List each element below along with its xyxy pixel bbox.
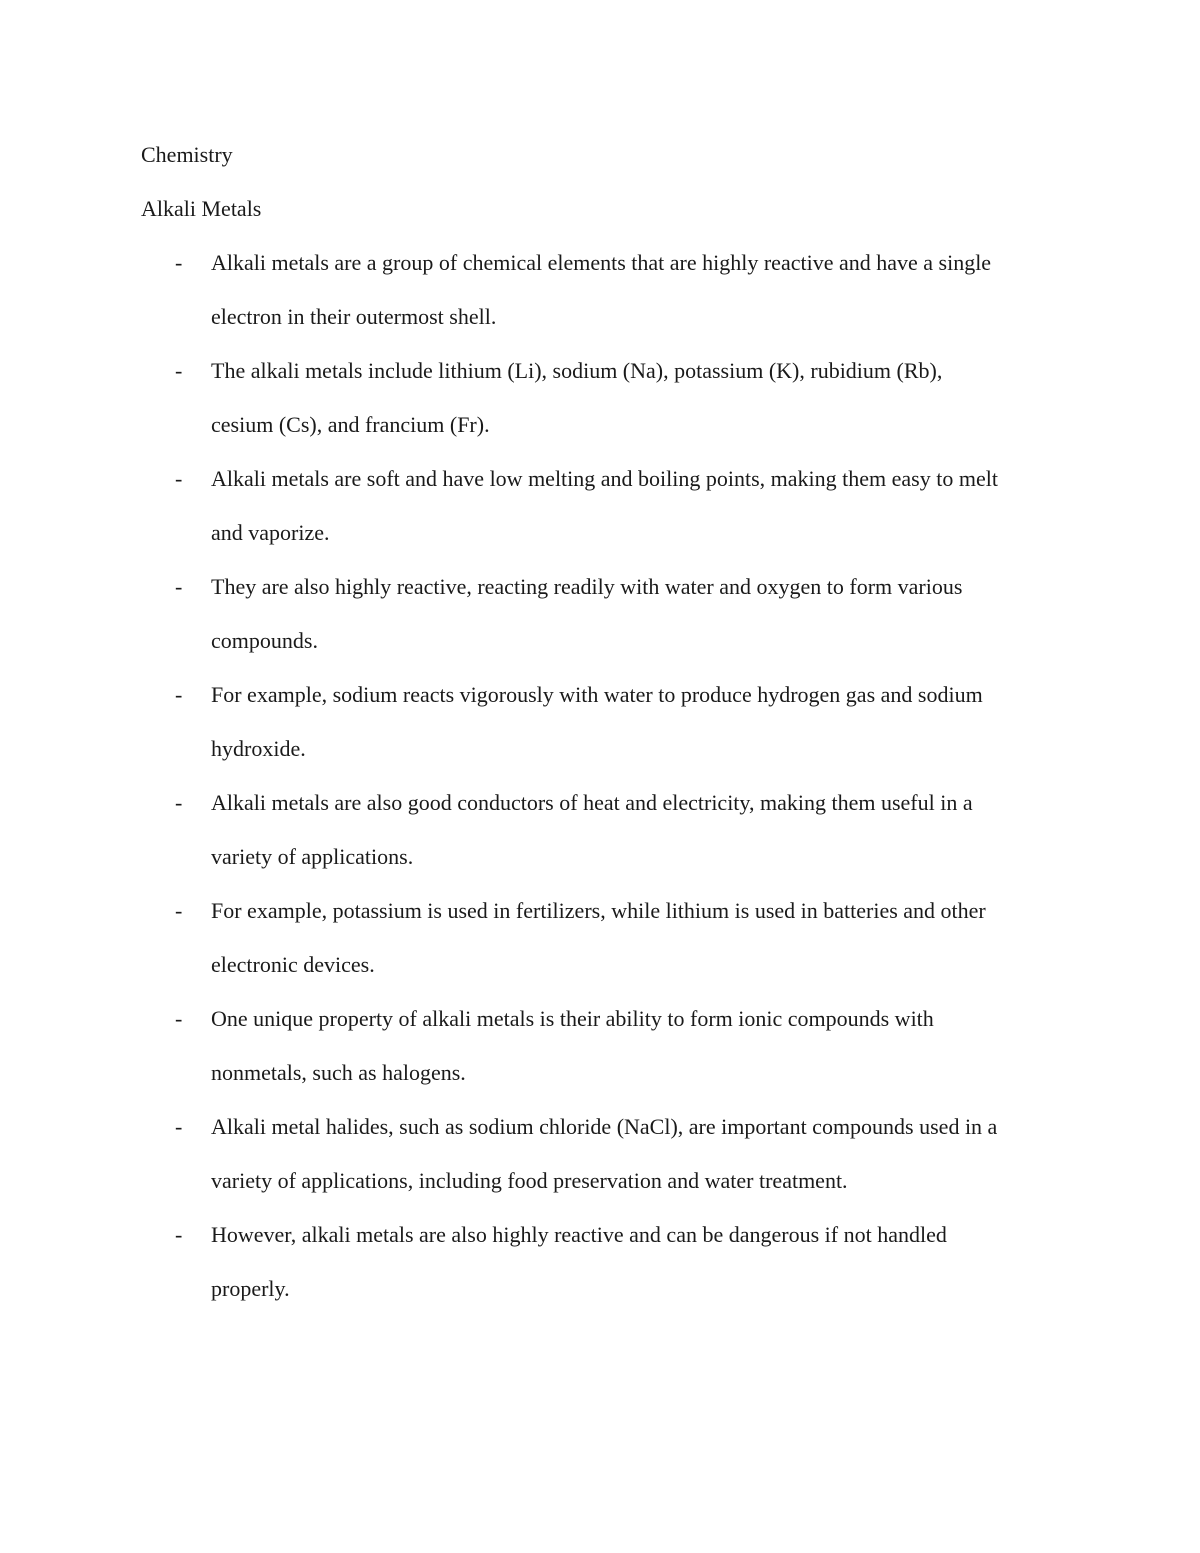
list-item-line: hydroxide.: [211, 736, 306, 761]
list-item-line: For example, potassium is used in fertilizers, while lithium is used in batteries and other: [211, 898, 986, 923]
list-item-line: variety of applications, including food preservation and water treatment.: [211, 1168, 848, 1193]
list-item: [141, 236, 1071, 344]
dash-bullet: -: [175, 1222, 183, 1247]
list-item: [141, 1208, 1071, 1316]
list-item-line: cesium (Cs), and francium (Fr).: [211, 412, 490, 437]
dash-bullet: -: [175, 1006, 183, 1031]
list-item: [141, 668, 1071, 776]
list-item: [141, 1100, 1071, 1208]
list-item-line: properly.: [211, 1276, 290, 1301]
topic-heading: Alkali Metals: [141, 196, 262, 221]
dash-bullet: -: [175, 898, 183, 923]
list-item-line: They are also highly reactive, reacting readily with water and oxygen to form various: [211, 574, 963, 599]
list-item: [141, 452, 1071, 560]
list-item: [141, 884, 1071, 992]
list-item-line: Alkali metals are a group of chemical elements that are highly reactive and have a single: [211, 250, 992, 275]
list-item-line: Alkali metals are also good conductors of heat and electricity, making them useful in a: [211, 790, 973, 815]
list-item: [141, 776, 1071, 884]
dash-bullet: -: [175, 250, 183, 275]
list-item-line: However, alkali metals are also highly reactive and can be dangerous if not handled: [211, 1222, 947, 1247]
subject-heading: Chemistry: [141, 142, 233, 167]
list-item-line: electronic devices.: [211, 952, 375, 977]
dash-bullet: -: [175, 790, 183, 815]
bullet-list: [141, 236, 1071, 1316]
dash-bullet: -: [175, 574, 183, 599]
list-item: [141, 992, 1071, 1100]
dash-bullet: -: [175, 682, 183, 707]
list-item-line: variety of applications.: [211, 844, 414, 869]
list-item-line: One unique property of alkali metals is their ability to form ionic compounds with: [211, 1006, 934, 1031]
dash-bullet: -: [175, 1114, 183, 1139]
list-item: [141, 344, 1071, 452]
dash-bullet: -: [175, 358, 183, 383]
list-item-line: Alkali metal halides, such as sodium chloride (NaCl), are important compounds used in a: [211, 1114, 998, 1139]
list-item: [141, 560, 1071, 668]
list-item-line: electron in their outermost shell.: [211, 304, 497, 329]
list-item-line: nonmetals, such as halogens.: [211, 1060, 466, 1085]
list-item-line: Alkali metals are soft and have low melting and boiling points, making them easy to melt: [211, 466, 998, 491]
list-item-line: compounds.: [211, 628, 318, 653]
list-item-line: For example, sodium reacts vigorously with water to produce hydrogen gas and sodium: [211, 682, 983, 707]
list-item-line: and vaporize.: [211, 520, 330, 545]
document-body: [141, 128, 1071, 1316]
list-item-line: The alkali metals include lithium (Li), sodium (Na), potassium (K), rubidium (Rb),: [211, 358, 943, 383]
dash-bullet: -: [175, 466, 183, 491]
